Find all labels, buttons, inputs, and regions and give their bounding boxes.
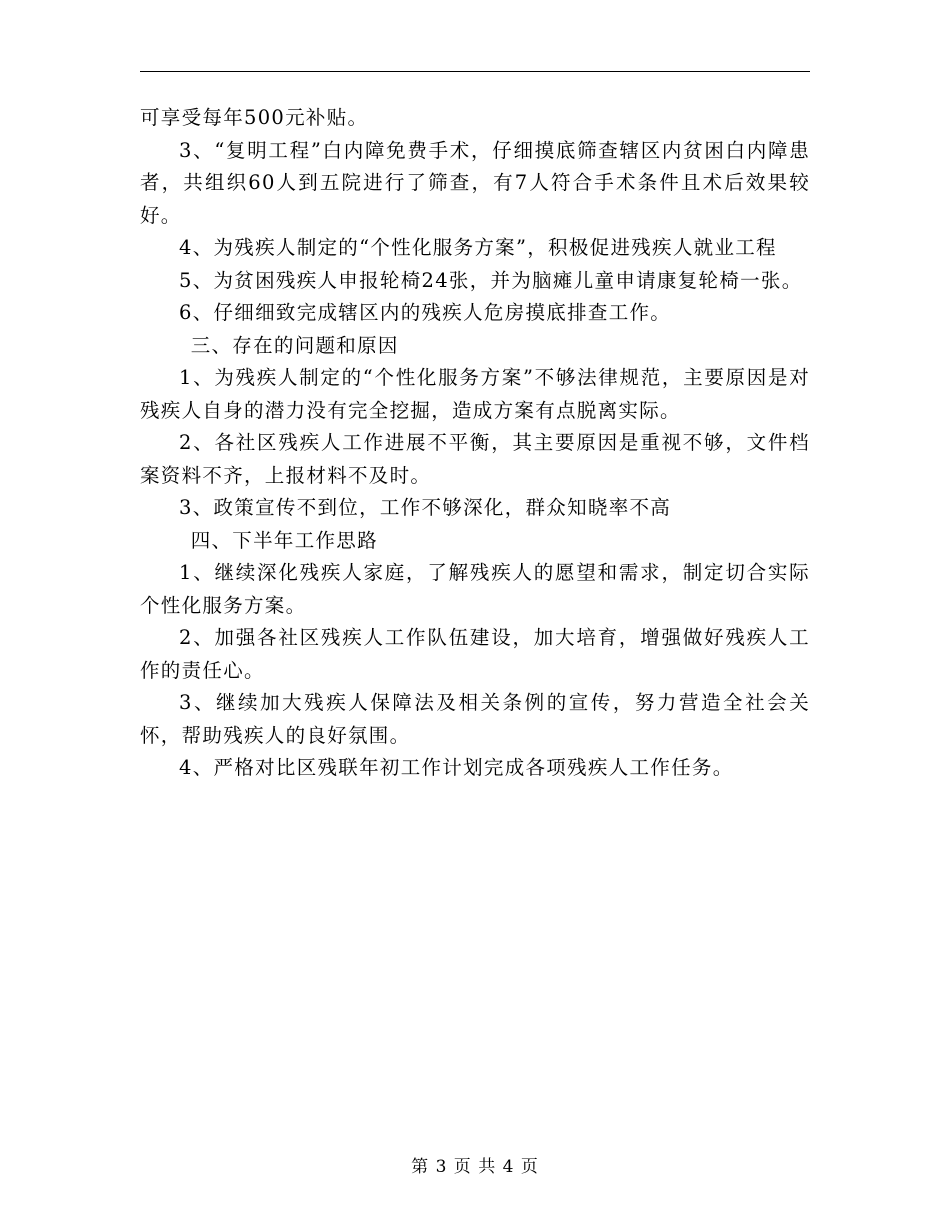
section-heading: 四、下半年工作思路 xyxy=(190,528,378,552)
section-heading: 三、存在的问题和原因 xyxy=(190,333,399,357)
paragraph-item: 6、仔细细致完成辖区内的残疾人危房摸底排查工作。 xyxy=(179,301,672,324)
paragraph-item: 3、继续加大残疾人保障法及相关条例的宣传，努力营造全社会关怀，帮助残疾人的良好氛围。 xyxy=(140,691,810,747)
paragraph-item: 1、为残疾人制定的“个性化服务方案”不够法律规范，主要原因是对残疾人自身的潜力没有完全挖掘，造成方案有点脱离实际。 xyxy=(140,366,810,422)
document-body xyxy=(140,102,810,785)
paragraph-continuation: 可享受每年500元补贴。 xyxy=(140,106,369,129)
paragraph-item: 3、政策宣传不到位，工作不够深化，群众知晓率不高 xyxy=(179,496,672,519)
header-rule xyxy=(140,71,810,72)
paragraph-item: 4、严格对比区残联年初工作计划完成各项残疾人工作任务。 xyxy=(179,756,734,779)
paragraph-item: 5、为贫困残疾人申报轮椅24张，并为脑瘫儿童申请康复轮椅一张。 xyxy=(179,268,803,292)
paragraph-item: 2、各社区残疾人工作进展不平衡，其主要原因是重视不够，文件档案资料不齐，上报材料不及时。 xyxy=(140,431,810,487)
page-number-footer: 第 3 页 共 4 页 xyxy=(411,1157,539,1177)
paragraph-item: 2、加强各社区残疾人工作队伍建设，加大培育，增强做好残疾人工作的责任心。 xyxy=(140,626,810,682)
paragraph-item: 4、为残疾人制定的“个性化服务方案”，积极促进残疾人就业工程 xyxy=(179,236,777,259)
paragraph-item: 3、“复明工程”白内障免费手术，仔细摸底筛查辖区内贫困白内障患者，共组织60人到五院进行了筛查，有7人符合手术条件且术后效果较好。 xyxy=(140,138,810,227)
paragraph-item: 1、继续深化残疾人家庭，了解残疾人的愿望和需求，制定切合实际个性化服务方案。 xyxy=(140,561,810,617)
